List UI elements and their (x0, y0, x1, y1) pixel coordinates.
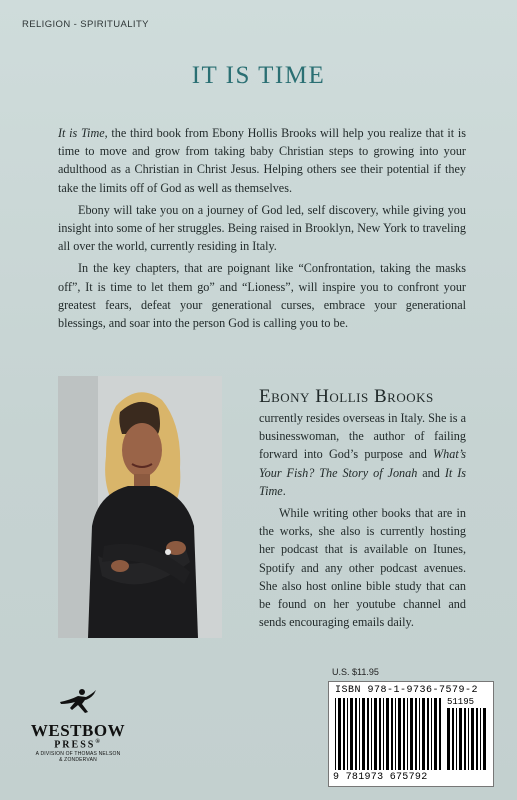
division-line-1: A DIVISION OF THOMAS NELSON (35, 751, 121, 758)
publisher-press-text: PRESS (54, 739, 96, 751)
publisher-logo (22, 688, 134, 763)
blurb-paragraph-3: In the key chapters, that are poignant like “Confrontation, taking the masks off”, It is time to let them go” and “Lioness”, will inspire you to confront your greatest fears, defeat your generational curses, embrace your generational blessings, and soar into the person God is calling you to be. (58, 261, 466, 331)
author-bio (259, 409, 466, 635)
author-portrait (58, 376, 222, 638)
ean-barcode-bars (335, 698, 443, 770)
blurb-paragraph-2: Ebony will take you on a journey of God led, self discovery, while giving you insight into some of her struggles. Being raised in Brooklyn, New York to traveling all over the world, currently residing in Italy. (58, 202, 466, 254)
price-code: 51195 (447, 697, 475, 707)
author-photo (58, 376, 222, 638)
publisher-division (22, 751, 134, 763)
blurb-book-title: It is Time (58, 126, 105, 140)
blurb-paragraph-1-text: , the third book from Ebony Hollis Brooks will help you realize that it is time to move and grow from taking baby Christian steps to growing into your adulthood as a Christian in Christ Jesus. Helping others see their potential if they take the limits off of God as well as themselves. (58, 126, 466, 195)
bio-paragraph-1 (259, 409, 466, 500)
bio-text-c: . (282, 483, 286, 498)
book-blurb (58, 124, 466, 336)
bio-book-title-1: What’s Your Fish? The Story of Jonah (259, 447, 466, 480)
bio-paragraph-2: While writing other books that are in the works, she also is currently hosting her podcast that is available on Itunes, Spotify and any other podcast avenues. She also host online bible study that can be found on her youtube channel and sends encouraging emails daily. (259, 506, 466, 630)
ean-digits: 9 781973 675792 (333, 772, 428, 783)
author-name: Ebony Hollis Brooks (259, 386, 434, 407)
publisher-brand: WESTBOW (30, 721, 126, 740)
leaping-figure-icon (58, 688, 98, 714)
blurb-paragraph-1 (58, 124, 466, 197)
division-line-2: & ZONDERVAN (59, 757, 97, 764)
bio-text-b: and (417, 465, 445, 480)
category-label: RELIGION - SPIRITUALITY (22, 19, 149, 30)
price-label: U.S. $11.95 (332, 667, 379, 677)
book-title: IT IS TIME (191, 62, 326, 89)
bio-book-title-2: It Is Time (259, 465, 466, 498)
isbn-text: ISBN 978-1-9736-7579-2 (335, 685, 479, 696)
registered-mark: ® (95, 739, 102, 745)
barcode (328, 681, 494, 787)
addon-barcode-bars (447, 708, 489, 770)
bio-text-a: currently resides overseas in Italy. She is a businesswoman, the author of failing forward into God’s purpose and (259, 411, 467, 462)
